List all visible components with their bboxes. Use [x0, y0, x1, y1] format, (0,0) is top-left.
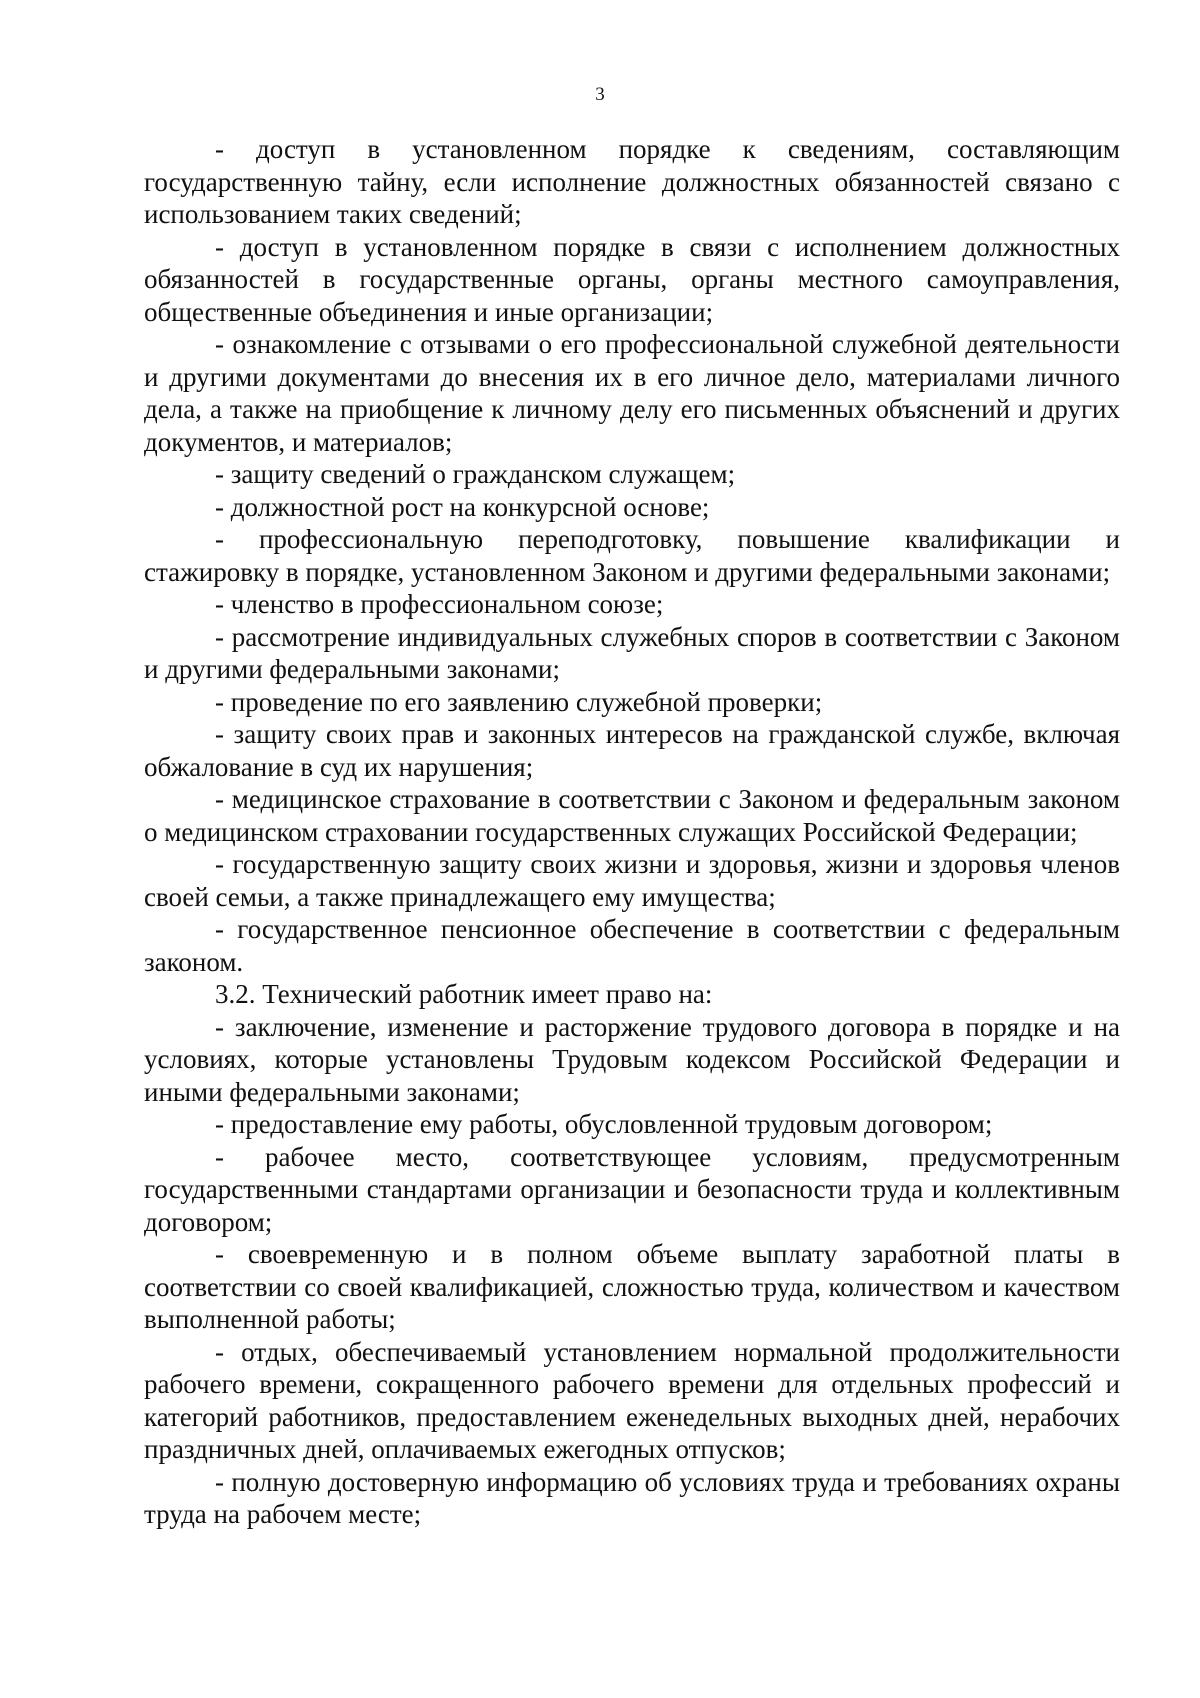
- paragraph-1: - доступ в установленном порядке к сведениям, составляющим государственную тайну, если исполнение должностных обязанностей связано с использованием таких сведений;: [144, 134, 1120, 229]
- document-body: [144, 133, 1120, 1531]
- paragraph-17: - рабочее место, соответствующее условиям, предусмотренным государственными стандартами организации и безопасности труда и коллективным договором;: [144, 1141, 1120, 1237]
- paragraph-15: - заключение, изменение и расторжение трудового договора в порядке и на условиях, которые установлены Трудовым кодексом Российской Федерации и иными федеральными законами;: [144, 1011, 1120, 1107]
- paragraph-13: - государственное пенсионное обеспечение в соответствии с федеральным законом.: [144, 914, 1120, 977]
- paragraph-12: - государственную защиту своих жизни и здоровья, жизни и здоровья членов своей семьи, а также принадлежащего ему имущества;: [144, 849, 1120, 912]
- paragraph-4: - защиту сведений о гражданском служащем;: [215, 459, 736, 489]
- paragraph-5: - должностной рост на конкурсной основе;: [215, 491, 710, 522]
- section-heading-3-2: 3.2. Технический работник имеет право на:: [215, 979, 713, 1009]
- paragraph-11: - медицинское страхование в соответствии с Законом и федеральным законом о медицинском страховании государственных служащих Российской Федерации;: [144, 784, 1120, 847]
- paragraph-18: - своевременную и в полном объеме выплату заработной платы в соответствии со своей квалификацией, сложностью труда, количеством и качеством выполненной работы;: [144, 1239, 1120, 1334]
- page-number: 3: [595, 84, 605, 105]
- paragraph-6: - профессиональную переподготовку, повышение квалификации и стажировку в порядке, установленном Законом и другими федеральными законами;: [144, 524, 1120, 587]
- paragraph-7: - членство в профессиональном союзе;: [215, 589, 664, 619]
- paragraph-19: - отдых, обеспечиваемый установлением нормальной продолжительности рабочего времени, сокращенного рабочего времени для отдельных профессий и категорий работников, предоставлением еженедельных выходных дней, нерабочих праздничных дней, оплачиваемых ежегодных отпусков;: [144, 1336, 1120, 1464]
- paragraph-9: - проведение по его заявлению служебной проверки;: [215, 686, 823, 717]
- paragraph-3: - ознакомление с отзывами о его профессиональной служебной деятельности и другими документами до внесения их в его личное дело, материалами личного дела, а также на приобщение к личному делу его письменных объяснений и других документов, и материалов;: [144, 329, 1120, 457]
- paragraph-10: - защиту своих прав и законных интересов на гражданской службе, включая обжалование в суд их нарушения;: [144, 719, 1120, 782]
- paragraph-2: - доступ в установленном порядке в связи с исполнением должностных обязанностей в государственные органы, органы местного самоуправления, общественные объединения и иные организации;: [144, 231, 1120, 327]
- paragraph-8: - рассмотрение индивидуальных служебных споров в соответствии с Законом и другими федеральными законами;: [144, 621, 1120, 684]
- paragraph-16: - предоставление ему работы, обусловленной трудовым договором;: [215, 1109, 993, 1139]
- paragraph-20: - полную достоверную информацию об условиях труда и требованиях охраны труда на рабочем месте;: [144, 1466, 1120, 1529]
